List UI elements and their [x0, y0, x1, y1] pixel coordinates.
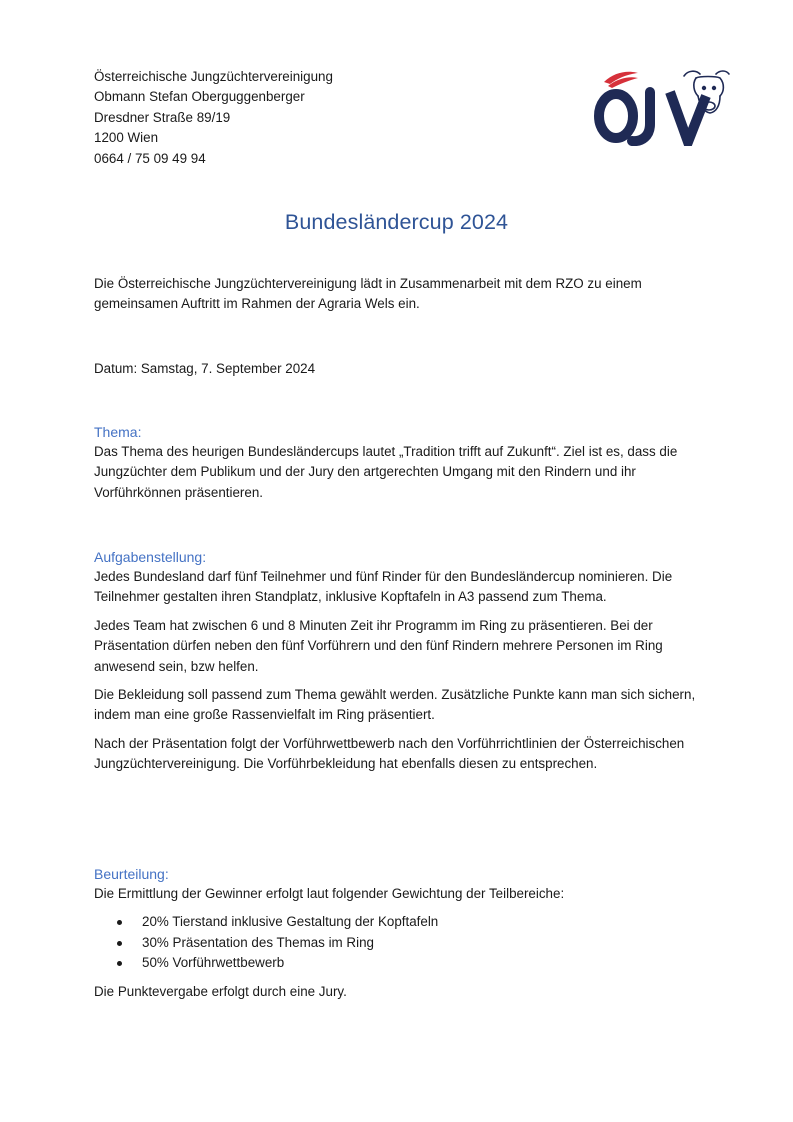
list-item: 20% Tierstand inklusive Gestaltung der Kopftafeln: [142, 912, 706, 932]
list-item: 30% Präsentation des Themas im Ring: [142, 933, 706, 953]
sender-street: Dresdner Straße 89/19: [94, 109, 231, 125]
sender-address: [94, 67, 333, 169]
logo-letter-v: [670, 92, 706, 142]
intro-block: [94, 274, 706, 315]
sender-city: 1200 Wien: [94, 130, 159, 146]
aufgabe-paragraph-4: Nach der Präsentation folgt der Vorführwettbewerb nach den Vorführrichtlinien der Österreichischen Jungzüchtervereinigung. Die Vorführbekleidung hat ebenfalls diesen zu entsprechen.: [94, 735, 685, 772]
aufgabe-paragraph-2: Jedes Team hat zwischen 6 und 8 Minuten Zeit ihr Programm im Ring zu präsentieren. Bei der Präsentation dürfen neben den fünf Vorführern und den fünf Rindern mehrere Personen im Ring anwesend sein, bzw helfen.: [94, 617, 663, 674]
aufgabe-section: [94, 547, 706, 775]
beurteilung-intro: Die Ermittlung der Gewinner erfolgt laut folgender Gewichtung der Teilbereiche:: [94, 886, 565, 901]
event-date: Datum: Samstag, 7. September 2024: [94, 361, 316, 376]
aufgabe-paragraph-3: Die Bekleidung soll passend zum Thema gewählt werden. Zusätzliche Punkte kann man sich sichern, indem man eine große Rassenvielfalt im Ring präsentiert.: [94, 687, 696, 723]
beurteilung-outro: Die Punktevergabe erfolgt durch eine Jury.: [94, 983, 347, 999]
criteria-list: [94, 912, 706, 973]
thema-section: [94, 422, 706, 503]
sender-chairman: Obmann Stefan Oberguggenberger: [94, 89, 305, 105]
sender-phone: 0664 / 75 09 49 94: [94, 150, 206, 166]
date-block: [94, 359, 706, 379]
thema-heading: Thema:: [94, 424, 142, 440]
beurteilung-heading: Beurteilung:: [94, 866, 169, 882]
logo-letter-o: [599, 94, 633, 138]
aufgabe-heading: Aufgabenstellung:: [94, 549, 207, 565]
list-item: 50% Vorführwettbewerb: [142, 953, 706, 973]
thema-paragraph: Das Thema des heurigen Bundesländercups lautet „Tradition trifft auf Zukunft“. Ziel ist es, dass die Jungzüchter dem Publikum und der Jury den artgerechten Umgang mit den Rindern und ihr Vorführkönnen präsentieren.: [94, 444, 678, 500]
aufgabe-paragraph-1: Jedes Bundesland darf fünf Teilnehmer und fünf Rinder für den Bundesländercup nominieren. Die Teilnehmer gestalten ihren Standplatz, inklusive Kopftafeln in A3 passend zum Thema.: [94, 569, 673, 605]
document-title: Bundesländercup 2024: [284, 210, 509, 234]
sender-organization: Österreichische Jungzüchtervereinigung: [94, 69, 333, 84]
ojv-logo: [592, 66, 732, 146]
beurteilung-section: [94, 864, 706, 1002]
intro-paragraph: Die Österreichische Jungzüchtervereinigung lädt in Zusammenarbeit mit dem RZO zu einem gemeinsamen Auftritt im Rahmen der Agraria Wels ein.: [94, 276, 642, 312]
